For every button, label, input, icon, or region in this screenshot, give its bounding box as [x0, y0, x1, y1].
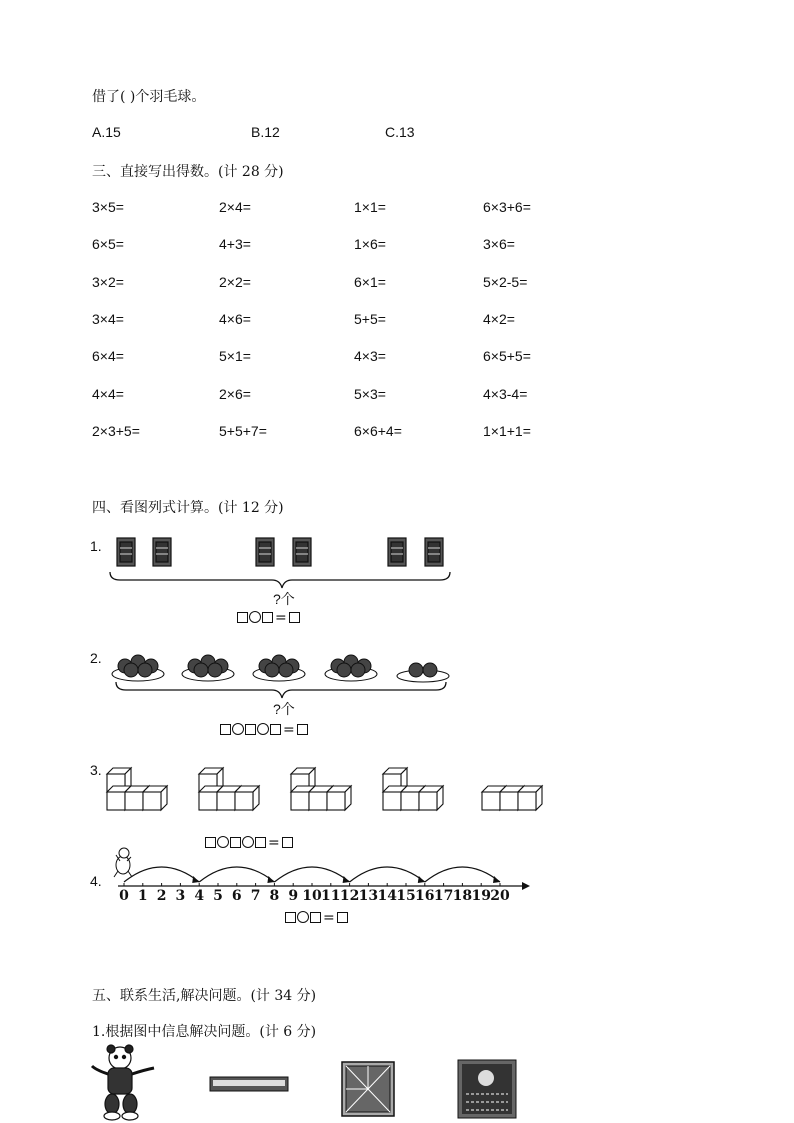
number-line-label: 15	[396, 888, 416, 904]
equals-sign: =	[275, 610, 287, 626]
calc-item: 5×1=	[219, 348, 251, 364]
calc-item: 6×4=	[92, 348, 124, 364]
number-line-label: 19	[471, 888, 491, 904]
answer-box	[285, 912, 296, 923]
calc-item: 4×2=	[483, 311, 515, 327]
number-line-label: 13	[358, 888, 379, 904]
calc-item: 2×6=	[219, 386, 251, 402]
operator-circle	[297, 911, 309, 923]
number-line-label: 1	[137, 888, 148, 904]
calc-item: 5+5+7=	[219, 423, 267, 439]
number-line-label: 2	[156, 888, 167, 904]
calc-item: 6×6+4=	[354, 423, 402, 439]
number-line-label: 9	[288, 888, 299, 904]
section4-title: 四、看图列式计算。(计 12 分)	[92, 500, 284, 516]
number-line-label: 16	[415, 888, 435, 904]
calc-item: 3×6=	[483, 236, 515, 252]
number-line-label: 6	[231, 888, 242, 904]
answer-box	[337, 912, 348, 923]
number-line-label: 14	[377, 888, 397, 904]
number-line-label: 5	[213, 888, 223, 904]
calc-item: 2×3+5=	[92, 423, 140, 439]
calc-item: 5×3=	[354, 386, 386, 402]
number-line-label: 4	[194, 888, 205, 904]
jump-arrowhead	[493, 876, 500, 883]
option-b: B.12	[251, 124, 280, 140]
calc-item: 4×6=	[219, 311, 251, 327]
section5-sub1: 1.根据图中信息解决问题。(计 6 分)	[92, 1024, 317, 1040]
jump-arc	[425, 867, 500, 882]
calc-item: 3×4=	[92, 311, 124, 327]
jump-arrowhead	[418, 876, 425, 883]
tangram-icon	[342, 1062, 394, 1116]
p1-question: ?个	[273, 591, 295, 607]
calc-item: 2×2=	[219, 274, 251, 290]
number-line-label: 8	[269, 888, 280, 904]
equals-sign: =	[268, 835, 280, 851]
calc-item: 6×3+6=	[483, 199, 531, 215]
calc-item: 1×1+1=	[483, 423, 531, 439]
p3-number: 3.	[90, 762, 102, 778]
jump-arrowhead	[267, 876, 274, 883]
number-line-label: 7	[250, 888, 261, 904]
calc-item: 2×4=	[219, 199, 251, 215]
number-line-label: 12	[339, 888, 360, 904]
calc-item: 3×5=	[92, 199, 124, 215]
calc-item: 4×3=	[354, 348, 386, 364]
calc-item: 1×6=	[354, 236, 386, 252]
calc-item: 6×1=	[354, 274, 386, 290]
jump-arrowhead	[343, 876, 350, 883]
number-line-label: 20	[490, 888, 510, 904]
number-line-label: 10	[302, 888, 322, 904]
number-line-label: 3	[175, 888, 186, 904]
answer-box	[310, 912, 321, 923]
calc-item: 3×2=	[92, 274, 124, 290]
question-tail: 借了( )个羽毛球。	[92, 89, 206, 105]
calc-item: 6×5+5=	[483, 348, 531, 364]
calc-item: 5×2-5=	[483, 274, 528, 290]
ruler-icon	[210, 1077, 288, 1091]
p4-number: 4.	[90, 873, 102, 889]
jump-arrowhead	[192, 876, 199, 883]
jump-arc	[124, 867, 199, 882]
calc-item: 4×4=	[92, 386, 124, 402]
equals-sign: =	[283, 722, 295, 738]
calc-item: 5+5=	[354, 311, 386, 327]
puzzle-box-icon	[458, 1060, 516, 1118]
p1-number: 1.	[90, 538, 102, 554]
number-line-label: 17	[433, 888, 454, 904]
calc-item: 4+3=	[219, 236, 251, 252]
bear-toy-icon	[92, 1045, 154, 1120]
number-line-label: 0	[119, 888, 129, 904]
p2-number: 2.	[90, 650, 102, 666]
number-line-label: 11	[321, 888, 341, 904]
jump-arc	[199, 867, 274, 882]
section5-title: 五、联系生活,解决问题。(计 34 分)	[92, 988, 317, 1004]
p4-equation	[285, 910, 349, 926]
number-line-label: 18	[452, 888, 473, 904]
jump-arc	[350, 867, 425, 882]
calc-item: 6×5=	[92, 236, 124, 252]
calc-item: 4×3-4=	[483, 386, 528, 402]
jump-arc	[274, 867, 349, 882]
frog-icon	[114, 848, 132, 877]
option-c: C.13	[385, 124, 415, 140]
section3-title: 三、直接写出得数。(计 28 分)	[92, 164, 284, 180]
calc-item: 1×1=	[354, 199, 386, 215]
option-a: A.15	[92, 124, 121, 140]
equals-sign: =	[323, 910, 335, 926]
p2-question: ?个	[273, 701, 295, 717]
item-pictures	[0, 1040, 794, 1123]
